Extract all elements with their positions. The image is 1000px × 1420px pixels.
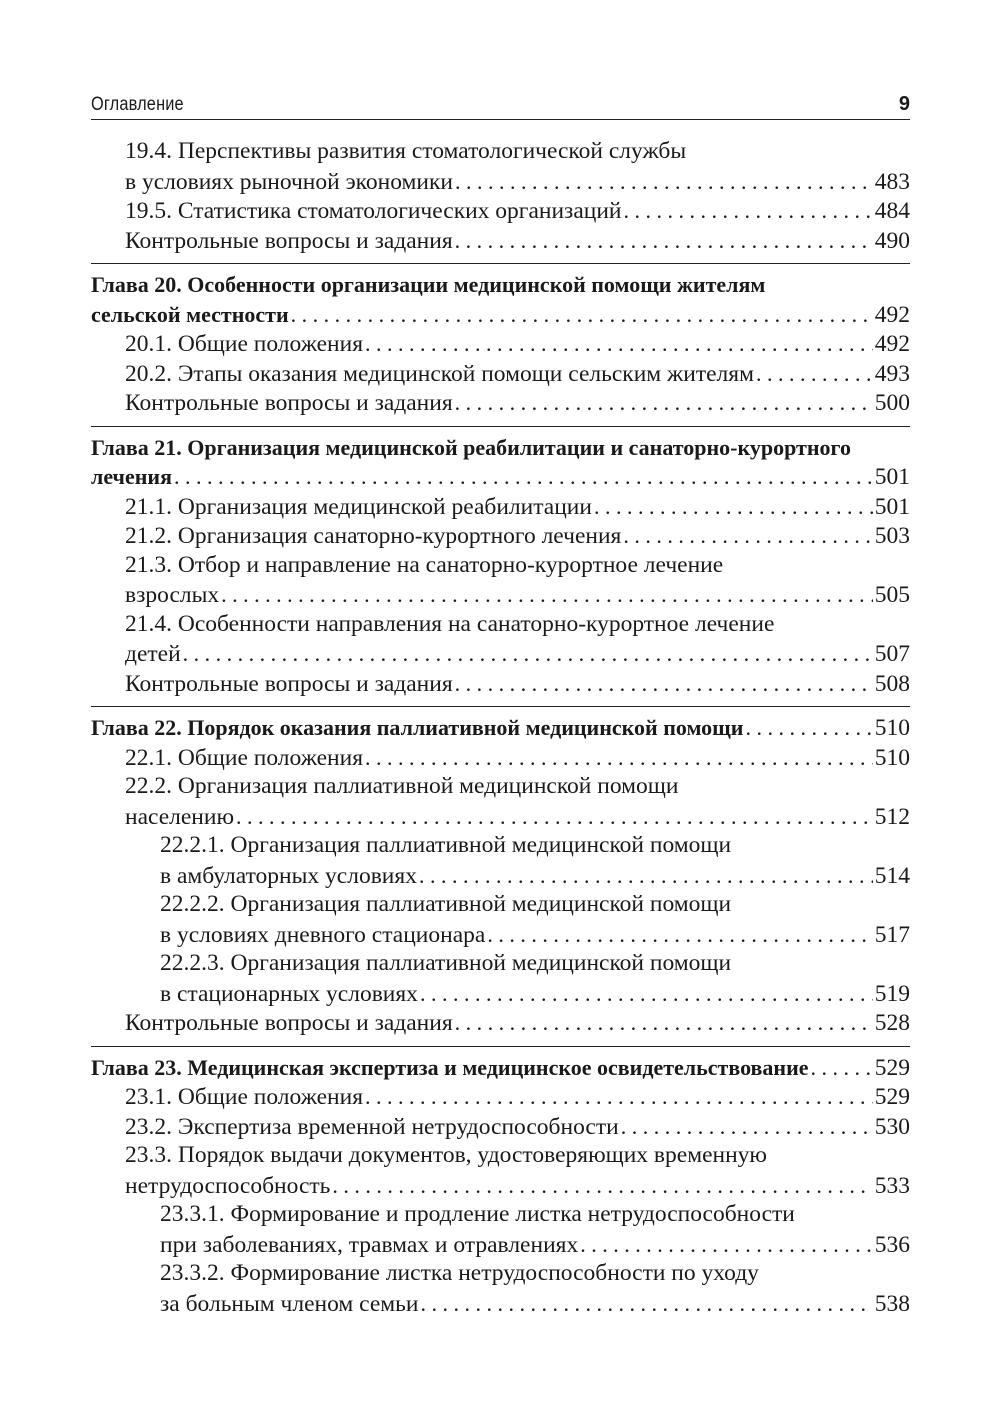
toc-page-number: 533: [874, 1172, 910, 1199]
toc-entry-title: лечения: [91, 464, 172, 489]
toc-entry-title: 23.3.2. Формирование листка нетрудоспособности по уходу: [160, 1260, 759, 1286]
toc-entry-line[interactable]: [91, 861, 910, 891]
toc-chapter-block: [91, 706, 910, 1038]
toc-entry-title: взрослых: [125, 582, 220, 608]
dot-leader: [420, 979, 873, 1009]
toc-entry-title: 21.1. Организация медицинской реабилитации: [125, 493, 592, 520]
toc-entry-title: Контрольные вопросы и задания: [125, 390, 453, 416]
toc-page-number: 529: [874, 1054, 910, 1081]
dot-leader: [756, 359, 873, 389]
toc-page-number: 528: [874, 1010, 910, 1036]
toc-entry-title: 19.4. Перспективы развития стоматологической службы: [125, 138, 687, 164]
toc-entry-line[interactable]: [91, 580, 910, 610]
toc-entry-line[interactable]: [91, 226, 910, 256]
dot-leader: [236, 802, 873, 832]
toc-entry-title: 23.2. Экспертиза временной нетрудоспособности: [125, 1113, 619, 1140]
toc-entry-title: в амбулаторных условиях: [160, 862, 417, 889]
toc-page-number: 538: [874, 1290, 910, 1317]
toc-entry-line[interactable]: [91, 979, 910, 1009]
toc-page-number: 507: [874, 641, 910, 667]
toc-page-number: 510: [874, 744, 910, 771]
toc-entry-title: Глава 22. Порядок оказания паллиативной медицинской помощи: [91, 715, 744, 740]
toc-entry-line: [91, 949, 910, 979]
dot-leader: [420, 1289, 872, 1319]
toc-entry-title: 22.2.2. Организация паллиативной медицинской помощи: [160, 891, 732, 917]
dot-leader: [419, 861, 873, 891]
toc-entry-line: [91, 610, 910, 640]
dot-leader: [455, 1008, 873, 1038]
toc-entry-line[interactable]: [91, 1171, 910, 1201]
dot-leader: [174, 462, 873, 492]
toc-entry-line[interactable]: [91, 492, 910, 522]
toc-page-number: 492: [874, 331, 910, 357]
toc-entry-title: Контрольные вопросы и задания: [125, 1010, 453, 1036]
toc-page-number: 492: [874, 301, 910, 328]
toc-entry-title: 23.3.1. Формирование и продление листка нетрудоспособности: [160, 1201, 795, 1227]
dot-leader: [811, 1053, 873, 1083]
dot-leader: [580, 1230, 873, 1260]
table-of-contents: [91, 137, 910, 1318]
toc-page-number: 493: [874, 360, 910, 387]
toc-entry-title: 21.2. Организация санаторно-курортного лечения: [125, 523, 622, 549]
toc-entry-title: в стационарных условиях: [160, 980, 418, 1007]
toc-chapter-block: [91, 426, 910, 699]
toc-chapter-block: [91, 263, 910, 418]
toc-chapter-line[interactable]: [91, 462, 910, 492]
toc-entry-line[interactable]: [91, 802, 910, 832]
toc-entry-line[interactable]: [91, 920, 910, 950]
chapter-divider: [91, 263, 910, 264]
toc-page-number: 514: [874, 862, 910, 889]
toc-entry-line: [91, 551, 910, 581]
toc-entry-line: [91, 772, 910, 802]
toc-entry-title: 20.2. Этапы оказания медицинской помощи сельским жителям: [125, 360, 754, 387]
toc-section-block: [91, 137, 910, 255]
toc-entry-title: нетрудоспособность: [125, 1172, 331, 1199]
dot-leader: [594, 492, 873, 522]
header-page-number: 9: [898, 93, 910, 115]
toc-entry-line[interactable]: [91, 521, 910, 551]
toc-entry-line: [91, 890, 910, 920]
toc-chapter-line: [91, 433, 910, 463]
toc-entry-line: [91, 831, 910, 861]
toc-page-number: 490: [874, 227, 910, 254]
dot-leader: [365, 1082, 873, 1112]
toc-entry-title: Глава 21. Организация медицинской реабилитации и санаторно-курортного: [91, 434, 851, 460]
toc-chapter-line[interactable]: [91, 1053, 910, 1083]
header-title: Оглавление: [91, 94, 184, 115]
dot-leader: [332, 1171, 872, 1201]
toc-entry-line[interactable]: [91, 1289, 910, 1319]
toc-entry-title: 23.1. Общие положения: [125, 1084, 364, 1110]
toc-entry-title: 22.2. Организация паллиативной медицинской помощи: [125, 773, 679, 799]
toc-entry-line[interactable]: [91, 1112, 910, 1142]
toc-entry-title: сельской местности: [91, 301, 289, 327]
toc-entry-title: детей: [125, 641, 181, 667]
toc-entry-line[interactable]: [91, 167, 910, 197]
toc-entry-title: в условиях дневного стационара: [160, 921, 486, 948]
toc-entry-line[interactable]: [91, 1230, 910, 1260]
toc-entry-line[interactable]: [91, 388, 910, 418]
toc-page-number: 501: [874, 493, 910, 520]
running-header: [91, 86, 910, 120]
toc-page-number: 505: [874, 582, 910, 608]
dot-leader: [221, 580, 873, 610]
toc-entry-line[interactable]: [91, 1008, 910, 1038]
toc-entry-line[interactable]: [91, 639, 910, 669]
toc-page-number: 529: [874, 1084, 910, 1110]
toc-entry-line[interactable]: [91, 743, 910, 773]
toc-entry-title: за больным членом семьи: [160, 1290, 419, 1317]
toc-entry-title: Контрольные вопросы и задания: [125, 670, 453, 697]
toc-entry-line: [91, 1259, 910, 1289]
toc-entry-title: населению: [125, 803, 235, 830]
toc-entry-title: 22.2.3. Организация паллиативной медицинской помощи: [160, 950, 732, 976]
toc-entry-title: в условиях рыночной экономики: [125, 168, 453, 195]
toc-chapter-line[interactable]: [91, 300, 910, 330]
dot-leader: [455, 388, 873, 418]
toc-page-number: 512: [874, 803, 910, 830]
toc-page-number: 536: [874, 1231, 910, 1258]
toc-entry-line: [91, 1141, 910, 1171]
toc-entry-title: Глава 20. Особенности организации медицинской помощи жителям: [91, 272, 766, 297]
dot-leader: [183, 639, 873, 669]
toc-page-number: 483: [874, 168, 910, 195]
toc-page-number: 484: [874, 198, 910, 224]
toc-page-number: 508: [874, 670, 910, 697]
toc-page-number: 503: [874, 523, 910, 549]
toc-entry-line: [91, 1200, 910, 1230]
toc-entry-title: Контрольные вопросы и задания: [125, 227, 453, 254]
toc-page-number: 501: [874, 464, 910, 490]
toc-chapter-block: [91, 1046, 910, 1319]
toc-page-number: 510: [874, 715, 910, 741]
toc-entry-line[interactable]: [91, 1082, 910, 1112]
toc-page-number: 500: [874, 390, 910, 416]
toc-entry-title: 20.1. Общие положения: [125, 331, 364, 357]
dot-leader: [291, 300, 873, 330]
dot-leader: [487, 920, 872, 950]
toc-page-number: 517: [874, 921, 910, 948]
chapter-divider: [91, 706, 910, 707]
toc-entry-title: Глава 23. Медицинская экспертиза и медицинское освидетельствование: [91, 1054, 809, 1080]
toc-chapter-line[interactable]: [91, 713, 910, 743]
toc-entry-line[interactable]: [91, 196, 910, 226]
dot-leader: [621, 1112, 873, 1142]
toc-entry-title: при заболеваниях, травмах и отравлениях: [160, 1231, 579, 1258]
toc-entry-title: 22.2.1. Организация паллиативной медицинской помощи: [160, 832, 732, 858]
toc-page-number: 519: [874, 980, 910, 1007]
chapter-divider: [91, 1046, 910, 1047]
dot-leader: [455, 226, 873, 256]
toc-entry-line[interactable]: [91, 669, 910, 699]
dot-leader: [455, 669, 873, 699]
toc-entry-title: 19.5. Статистика стоматологических организаций: [125, 198, 622, 224]
dot-leader: [623, 521, 872, 551]
toc-entry-line[interactable]: [91, 329, 910, 359]
toc-entry-line[interactable]: [91, 359, 910, 389]
toc-entry-title: 23.3. Порядок выдачи документов, удостоверяющих временную: [125, 1142, 767, 1168]
toc-entry-line: [91, 137, 910, 167]
dot-leader: [623, 196, 872, 226]
dot-leader: [455, 167, 873, 197]
toc-entry-title: 21.3. Отбор и направление на санаторно-курортное лечение: [125, 551, 724, 578]
toc-page-number: 530: [874, 1113, 910, 1140]
dot-leader: [745, 713, 872, 743]
toc-entry-title: 22.1. Общие положения: [125, 744, 364, 771]
chapter-divider: [91, 426, 910, 427]
toc-chapter-line: [91, 270, 910, 300]
toc-entry-title: 21.4. Особенности направления на санаторно-курортное лечение: [125, 610, 775, 637]
dot-leader: [365, 329, 873, 359]
toc-page: [91, 86, 910, 1318]
dot-leader: [365, 743, 873, 773]
